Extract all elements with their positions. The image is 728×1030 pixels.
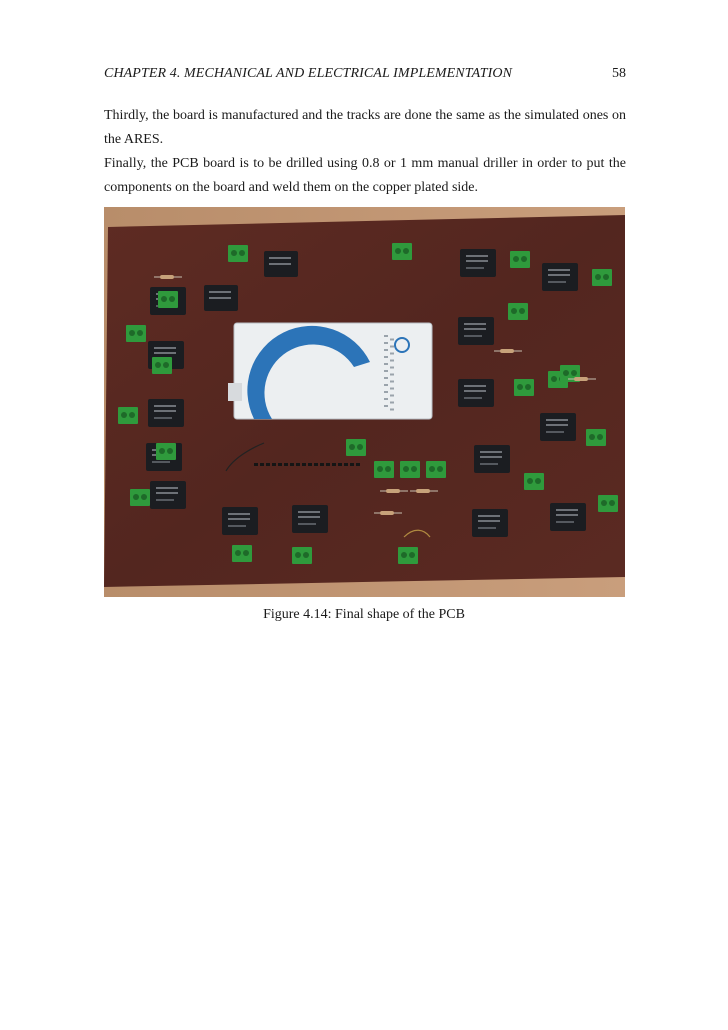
terminal-block	[228, 245, 248, 262]
terminal-block	[524, 473, 544, 490]
terminal-block	[374, 461, 394, 478]
relay	[292, 505, 328, 533]
pcb-photo-drawing	[104, 207, 625, 597]
relay	[458, 317, 494, 345]
terminal-block	[118, 407, 138, 424]
relay	[542, 263, 578, 291]
terminal-block	[392, 243, 412, 260]
terminal-block	[398, 547, 418, 564]
terminal-block	[514, 379, 534, 396]
running-header	[104, 66, 626, 86]
terminal-block	[292, 547, 312, 564]
relay	[222, 507, 258, 535]
pcb-photo	[104, 207, 625, 597]
chapter-title: CHAPTER 4. MECHANICAL AND ELECTRICAL IMPLEMENTATION	[104, 66, 513, 81]
terminal-block	[130, 489, 150, 506]
relay	[472, 509, 508, 537]
relay	[474, 445, 510, 473]
relay	[150, 481, 186, 509]
terminal-block	[426, 461, 446, 478]
terminal-block	[592, 269, 612, 286]
relay	[540, 413, 576, 441]
relay	[458, 379, 494, 407]
relay	[460, 249, 496, 277]
relay	[148, 399, 184, 427]
terminal-block	[598, 495, 618, 512]
terminal-block	[232, 545, 252, 562]
terminal-block	[156, 443, 176, 460]
terminal-block	[158, 291, 178, 308]
terminal-block	[152, 357, 172, 374]
terminal-block	[586, 429, 606, 446]
paragraph-thirdly: Thirdly, the board is manufactured and the tracks are done the same as the simulated ones on the ARES.	[104, 108, 626, 147]
figure-caption: Figure 4.14: Final shape of the PCB	[263, 607, 465, 622]
arduino-board	[228, 323, 432, 419]
terminal-block	[508, 303, 528, 320]
relay	[264, 251, 298, 277]
relay	[550, 503, 586, 531]
terminal-block	[400, 461, 420, 478]
page-number: 58	[612, 66, 626, 81]
relay	[204, 285, 238, 311]
terminal-block	[346, 439, 366, 456]
terminal-block	[126, 325, 146, 342]
paragraph-finally: Finally, the PCB board is to be drilled using 0.8 or 1 mm manual driller in order to put the components on the board and weld them on the copper plated side.	[104, 156, 626, 195]
terminal-block	[510, 251, 530, 268]
